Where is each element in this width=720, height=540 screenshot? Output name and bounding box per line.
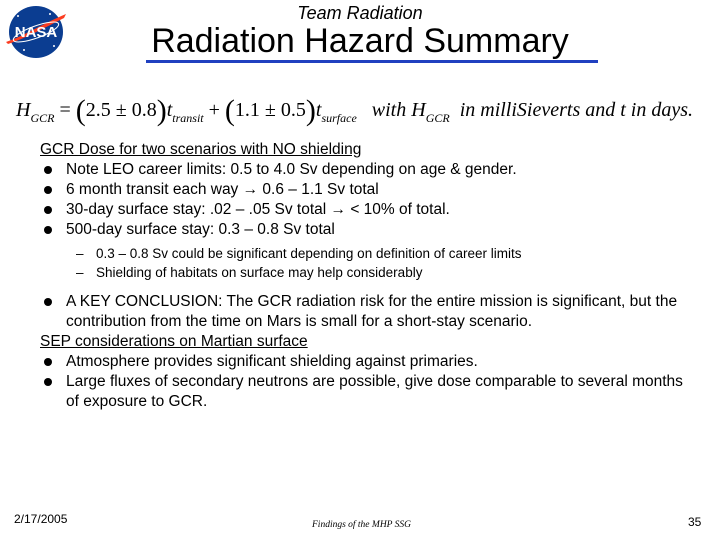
formula-lhs-sub: GCR <box>30 111 55 125</box>
gcr-bullet: 500-day surface stay: 0.3 – 0.8 Sv total <box>40 220 700 240</box>
sub-bullet: – Shielding of habitats on surface may help considerably <box>40 263 700 282</box>
sep-heading: SEP considerations on Martian surface <box>40 333 308 350</box>
sub-bullet-list <box>40 244 700 282</box>
sub-bullet: – 0.3 – 0.8 Sv could be significant depending on definition of career limits <box>40 244 700 263</box>
gcr-bullet: 30-day surface stay: .02 – .05 Sv total → < 10% of total. <box>40 200 700 220</box>
formula-t2-sub: surface <box>321 111 357 125</box>
formula-t2: t <box>315 99 322 121</box>
formula-with: with <box>371 99 407 121</box>
formula-h2-sub: GCR <box>425 111 450 125</box>
footer-caption: Findings of the MHP SSG <box>312 520 412 530</box>
team-label: Team Radiation <box>297 3 423 23</box>
gcr-bullet: 6 month transit each way → 0.6 – 1.1 Sv total <box>40 180 700 200</box>
sep-bullet: Atmosphere provides significant shielding against primaries. <box>40 352 700 372</box>
formula-t1-sub: transit <box>172 111 204 125</box>
formula-coef2: 1.1 ± 0.5 <box>234 99 306 121</box>
sep-bullet: Large fluxes of secondary neutrons are possible, give dose comparable to several months of exposure to GCR. <box>40 372 700 412</box>
footer-date: 2/17/2005 <box>14 512 68 526</box>
formula-coef1: 2.5 ± 0.8 <box>85 99 157 121</box>
formula-tail: in milliSieverts and t in days. <box>459 99 693 121</box>
formula-h2: H <box>411 99 426 121</box>
key-conclusion: A KEY CONCLUSION: The GCR radiation risk for the entire mission is significant, but the contribution from the time on Mars is small for a short-stay scenario. <box>40 292 700 332</box>
slide-body <box>40 140 700 412</box>
formula-lhs: H <box>16 99 31 121</box>
logo-text: NASA <box>14 24 58 41</box>
page-title: Radiation Hazard Summary <box>151 22 569 60</box>
page-number: 35 <box>688 515 702 529</box>
formula-t1: t <box>166 99 173 121</box>
gcr-heading: GCR Dose for two scenarios with NO shielding <box>40 141 362 158</box>
dose-formula: $H_{GCR} = (2.5 \pm 0.8)t_{transit} + (1.1 \pm 0.5)t_{surface}$ with $H_{GCR}$ in milliSieverts and t in days. <box>16 94 693 127</box>
gcr-bullet: Note LEO career limits: 0.5 to 4.0 Sv depending on age & gender. <box>40 160 700 180</box>
title-underline <box>146 60 598 63</box>
